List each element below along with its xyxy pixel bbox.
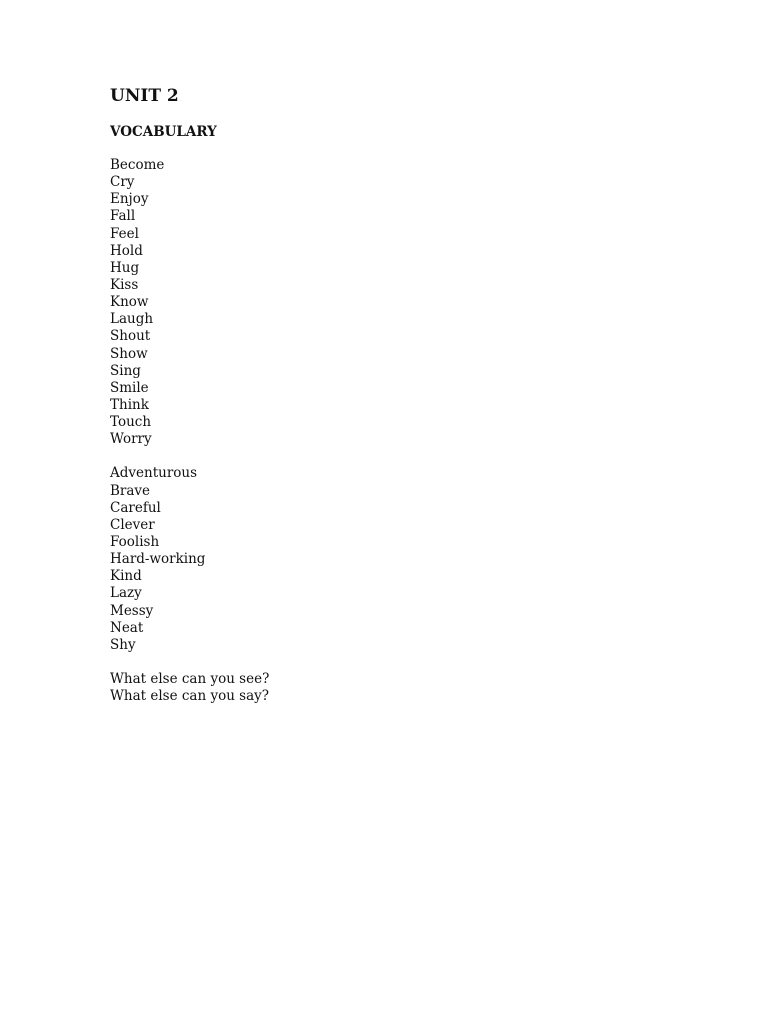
list-item: Kiss xyxy=(110,276,139,293)
list-item: Foolish xyxy=(110,533,160,550)
list-item: Think xyxy=(110,396,149,413)
list-item: Hard-working xyxy=(110,551,206,568)
vocabulary-heading: VOCABULARY xyxy=(110,124,217,140)
list-item: Laugh xyxy=(110,311,154,328)
list-item: Clever xyxy=(110,516,155,533)
prompt-list xyxy=(110,671,710,705)
list-item: Smile xyxy=(110,379,149,396)
list-item: Shy xyxy=(110,636,136,653)
list-item: Worry xyxy=(110,431,152,448)
prompt-text: What else can you see? xyxy=(110,670,270,687)
list-item: Become xyxy=(110,157,165,173)
list-item: Hold xyxy=(110,242,143,259)
list-item: Cry xyxy=(110,174,135,191)
list-item: Touch xyxy=(110,414,152,431)
list-item: Kind xyxy=(110,568,142,585)
document-page xyxy=(110,84,710,705)
list-item: Careful xyxy=(110,499,161,516)
list-item: Brave xyxy=(110,482,151,499)
list-item: Neat xyxy=(110,619,144,636)
prompt-text: What else can you say? xyxy=(110,688,270,705)
list-item: Adventurous xyxy=(110,465,198,482)
verb-list xyxy=(110,157,710,448)
list-item: Fall xyxy=(110,208,136,225)
list-item: Hug xyxy=(110,259,140,276)
unit-title: UNIT 2 xyxy=(110,86,179,106)
list-item: Messy xyxy=(110,602,154,619)
list-item: Sing xyxy=(110,362,141,379)
list-item: Enjoy xyxy=(110,191,149,208)
list-item: Shout xyxy=(110,328,151,345)
list-item: Lazy xyxy=(110,585,142,602)
list-item: Feel xyxy=(110,225,139,242)
list-item: Show xyxy=(110,345,148,362)
list-item: Know xyxy=(110,294,149,311)
adjective-list xyxy=(110,465,710,654)
